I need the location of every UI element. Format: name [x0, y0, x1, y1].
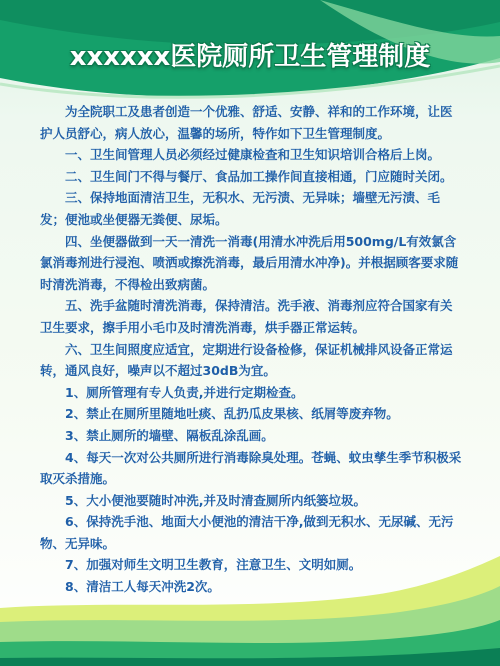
rule-item: 二、卫生间门不得与餐厅、食品加工操作间直接相通，门应随时关闭。	[65, 168, 453, 184]
intro-paragraph: 为全院职工及患者创造一个优雅、舒适、安静、祥和的工作环境，让医护人员舒心，病人放心，温馨的场所，特作如下卫生管理制度。	[40, 104, 453, 141]
numbered-rule-item: 4、每天一次对公共厕所进行消毒除臭处理。苍蝇、蚊虫孳生季节积极采取灭杀措施。	[40, 449, 462, 487]
rule-item: 三、保持地面清洁卫生，无积水、无污渍、无异味；墙壁无污渍、毛发；便池或坐便器无粪便、尿垢。	[40, 190, 441, 227]
numbered-rule-item: 8、清洁工人每天冲洗2次。	[65, 579, 220, 595]
numbered-rule-item: 2、禁止在厕所里随地吐痰、乱扔瓜皮果核、纸屑等废弃物。	[65, 406, 399, 422]
regulations-body	[40, 101, 462, 598]
rule-item: 四、坐便器做到一天一清洗一消毒(用清水冲洗后用500mg/L有效氯含氯消毒剂进行浸泡、喷洒或擦洗消毒，最后用清水冲净)。并根据顾客要求随时清洗消毒，不得检出致病菌。	[40, 233, 459, 292]
rule-item: 五、洗手盆随时清洗消毒，保持清洁。洗手液、消毒剂应符合国家有关卫生要求，擦手用小毛巾及时清洗消毒，烘手器正常运转。	[40, 298, 453, 335]
rule-item: 一、卫生间管理人员必须经过健康检查和卫生知识培训合格后上岗。	[65, 147, 441, 163]
numbered-rule-item: 3、禁止厕所的墙壁、隔板乱涂乱画。	[65, 427, 274, 443]
numbered-rule-item: 6、保持洗手池、地面大小便池的清洁干净,做到无积水、无尿碱、无污物、无异味。	[40, 514, 454, 551]
numbered-rule-item: 7、加强对师生文明卫生教育，注意卫生、文明如厕。	[65, 557, 362, 573]
rule-item: 六、卫生间照度应适宜，定期进行设备检修，保证机械排风设备正常运转，通风良好，噪声以不超过30dB为宜。	[40, 341, 453, 379]
numbered-rule-item: 1、厕所管理有专人负责,并进行定期检查。	[65, 384, 304, 400]
numbered-rule-item: 5、大小便池要随时冲洗,并及时清查厕所内纸篓垃圾。	[65, 492, 366, 508]
poster-title: xxxxxx医院厕所卫生管理制度	[69, 42, 431, 72]
